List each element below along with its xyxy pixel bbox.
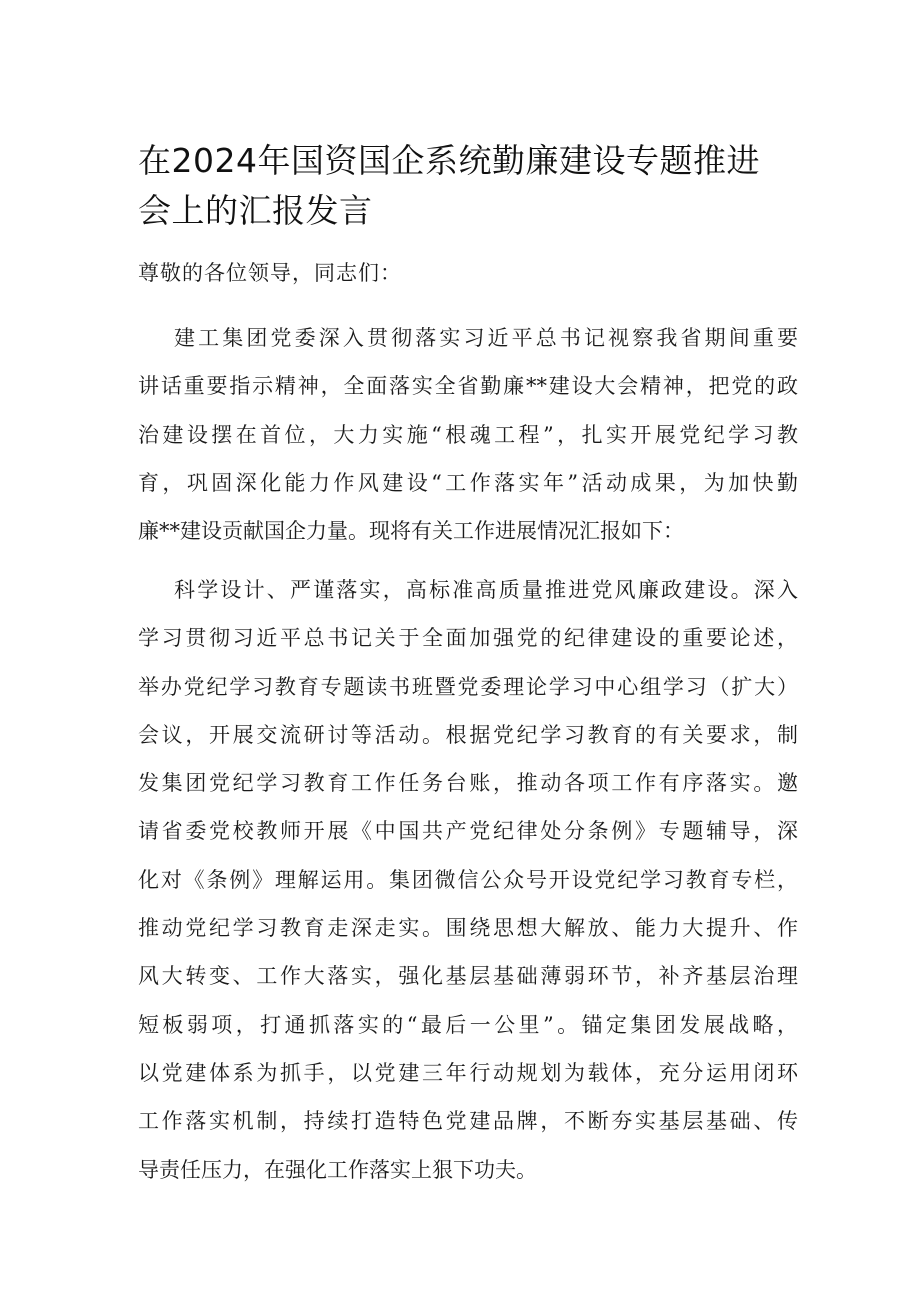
paragraph-line: 学习贯彻习近平总书记关于全面加强党的纪律建设的重要论述， (138, 626, 798, 651)
title-line-2: 会上的汇报发言 (138, 191, 373, 230)
paragraph-line: 导责任压力，在强化工作落实上狠下功夫。 (138, 1157, 537, 1182)
paragraph-line: 建工集团党委深入贯彻落实习近平总书记视察我省期间重要 (174, 326, 798, 350)
paragraph-line: 讲话重要指示精神，全面落实全省勤廉**建设大会精神，把党的政 (138, 374, 798, 399)
salutation: 尊敬的各位领导，同志们： (138, 261, 402, 285)
paragraph-line: 请省委党校教师开展《中国共产党纪律处分条例》专题辅导，深 (138, 819, 798, 844)
paragraph-line: 以党建体系为抓手，以党建三年行动规划为载体，充分运用闭环 (138, 1060, 798, 1085)
paragraph-line: 会议，开展交流研讨等活动。根据党纪学习教育的有关要求，制 (138, 722, 798, 747)
paragraph-line: 治建设摆在首位，大力实施“根魂工程”，扎实开展党纪学习教 (138, 422, 798, 447)
paragraph-line: 发集团党纪学习教育工作任务台账，推动各项工作有序落实。邀 (138, 771, 798, 796)
paragraph-line: 化对《条例》理解运用。集团微信公众号开设党纪学习教育专栏， (138, 867, 798, 892)
paragraph-line: 推动党纪学习教育走深走实。围绕思想大解放、能力大提升、作 (138, 916, 798, 941)
paragraph-line: 短板弱项，打通抓落实的“最后一公里”。锚定集团发展战略， (138, 1012, 798, 1037)
paragraph-line: 工作落实机制，持续打造特色党建品牌，不断夯实基层基础、传 (138, 1109, 798, 1134)
paragraph-line: 育，巩固深化能力作风建设“工作落实年”活动成果，为加快勤 (138, 470, 798, 495)
page-title (138, 136, 778, 236)
paragraph-line: 廉**建设贡献国企力量。现将有关工作进展情况汇报如下： (138, 519, 684, 544)
paragraph-body (138, 566, 798, 1194)
paragraph-line: 风大转变、工作大落实，强化基层基础薄弱环节，补齐基层治理 (138, 964, 798, 989)
paragraph-line: 科学设计、严谨落实，高标准高质量推进党风廉政建设。深入 (174, 578, 798, 602)
paragraph-line: 举办党纪学习教育专题读书班暨党委理论学习中心组学习（扩大） (138, 674, 798, 699)
title-line-1: 在2024年国资国企系统勤廉建设专题推进 (138, 141, 760, 180)
paragraph-intro (138, 314, 798, 555)
